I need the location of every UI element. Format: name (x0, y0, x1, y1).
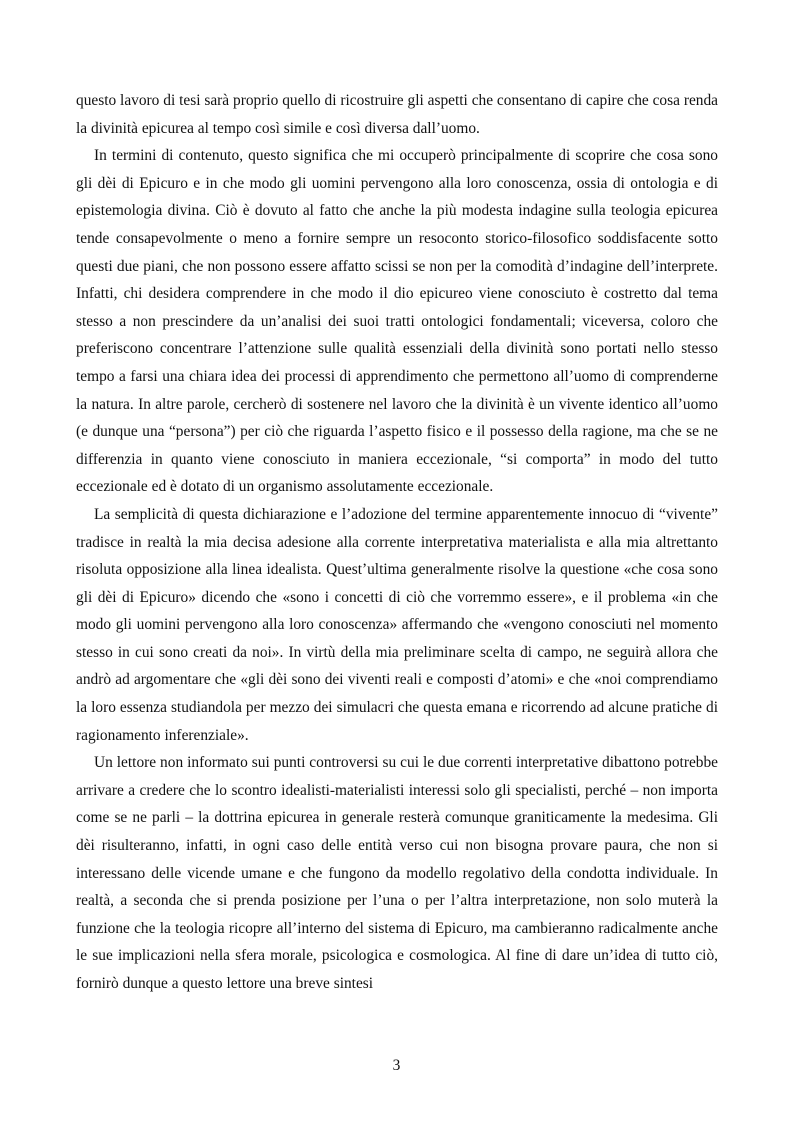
paragraph-1: questo lavoro di tesi sarà proprio quello di ricostruire gli aspetti che consentano di capire che cosa renda la divinità epicurea al tempo così simile e così diversa dall’uomo. (76, 92, 718, 137)
paragraph-2: In termini di contenuto, questo significa che mi occuperò principalmente di scoprire che cosa sono gli dèi di Epicuro e in che modo gli uomini pervengono alla loro conoscenza, ossia di ontologia e di epistemologia divina. Ciò è dovuto al fatto che anche la più modesta indagine sulla teologia epicurea tende consapevolmente o meno a fornire sempre un resoconto storico-filosofico soddisfacente sotto questi due piani, che non possono essere affatto scissi se non per la comodità d’indagine dell’interprete. Infatti, chi desidera comprendere in che modo il dio epicureo viene conosciuto è costretto dal tema stesso a non prescindere da un’analisi dei suoi tratti ontologici fondamentali; viceversa, coloro che preferiscono concentrare l’attenzione sulle qualità essenziali della divinità sono portati nello stesso tempo a farsi una chiara idea dei processi di apprendimento che permettono all’uomo di comprenderne la natura. In altre parole, cercherò di sostenere nel lavoro che la divinità è un vivente identico all’uomo (e dunque una “persona”) per ciò che riguarda l’aspetto fisico e il possesso della ragione, ma che se ne differenzia in quanto viene conosciuto in maniera eccezionale, “si comporta” in modo del tutto eccezionale ed è dotato di un organismo assolutamente eccezionale. (76, 147, 718, 496)
paragraph-4: Un lettore non informato sui punti controversi su cui le due correnti interpretative dibattono potrebbe arrivare a credere che lo scontro idealisti-materialisti interessi solo gli specialisti, perché – non importa come se ne parli – la dottrina epicurea in generale resterà comunque graniticamente la medesima. Gli dèi risulteranno, infatti, in ogni caso delle entità verso cui non bisogna provare paura, che non si interessano delle vicende umane e che fungono da modello regolativo della condotta individuale. In realtà, a seconda che si prenda posizione per l’una o per l’altra interpretazione, non solo muterà la funzione che la teologia ricopre all’interno del sistema di Epicuro, ma cambieranno radicalmente anche le sue implicazioni nella sfera morale, psicologica e cosmologica. Al fine di dare un’idea di tutto ciò, fornirò dunque a questo lettore una breve sintesi (76, 754, 718, 992)
page-body (76, 87, 718, 998)
page-number: 3 (392, 1057, 401, 1074)
paragraph-3: La semplicità di questa dichiarazione e l’adozione del termine apparentemente innocuo di “vivente” tradisce in realtà la mia decisa adesione alla corrente interpretativa materialista e alla mia altrettanto risoluta opposizione alla linea idealista. Quest’ultima generalmente risolve la questione «che cosa sono gli dèi di Epicuro» dicendo che «sono i concetti di ciò che vorremmo essere», e il problema «in che modo gli uomini pervengono alla loro conoscenza» affermando che «vengono conosciuti nel momento stesso in cui sono creati da noi». In virtù della mia preliminare scelta di campo, ne seguirà allora che andrò ad argomentare che «gli dèi sono dei viventi reali e composti d’atomi» e che «noi comprendiamo la loro essenza studiandola per mezzo dei simulacri che questa emana e ricorrendo ad alcune pratiche di ragionamento inferenziale». (76, 505, 718, 744)
